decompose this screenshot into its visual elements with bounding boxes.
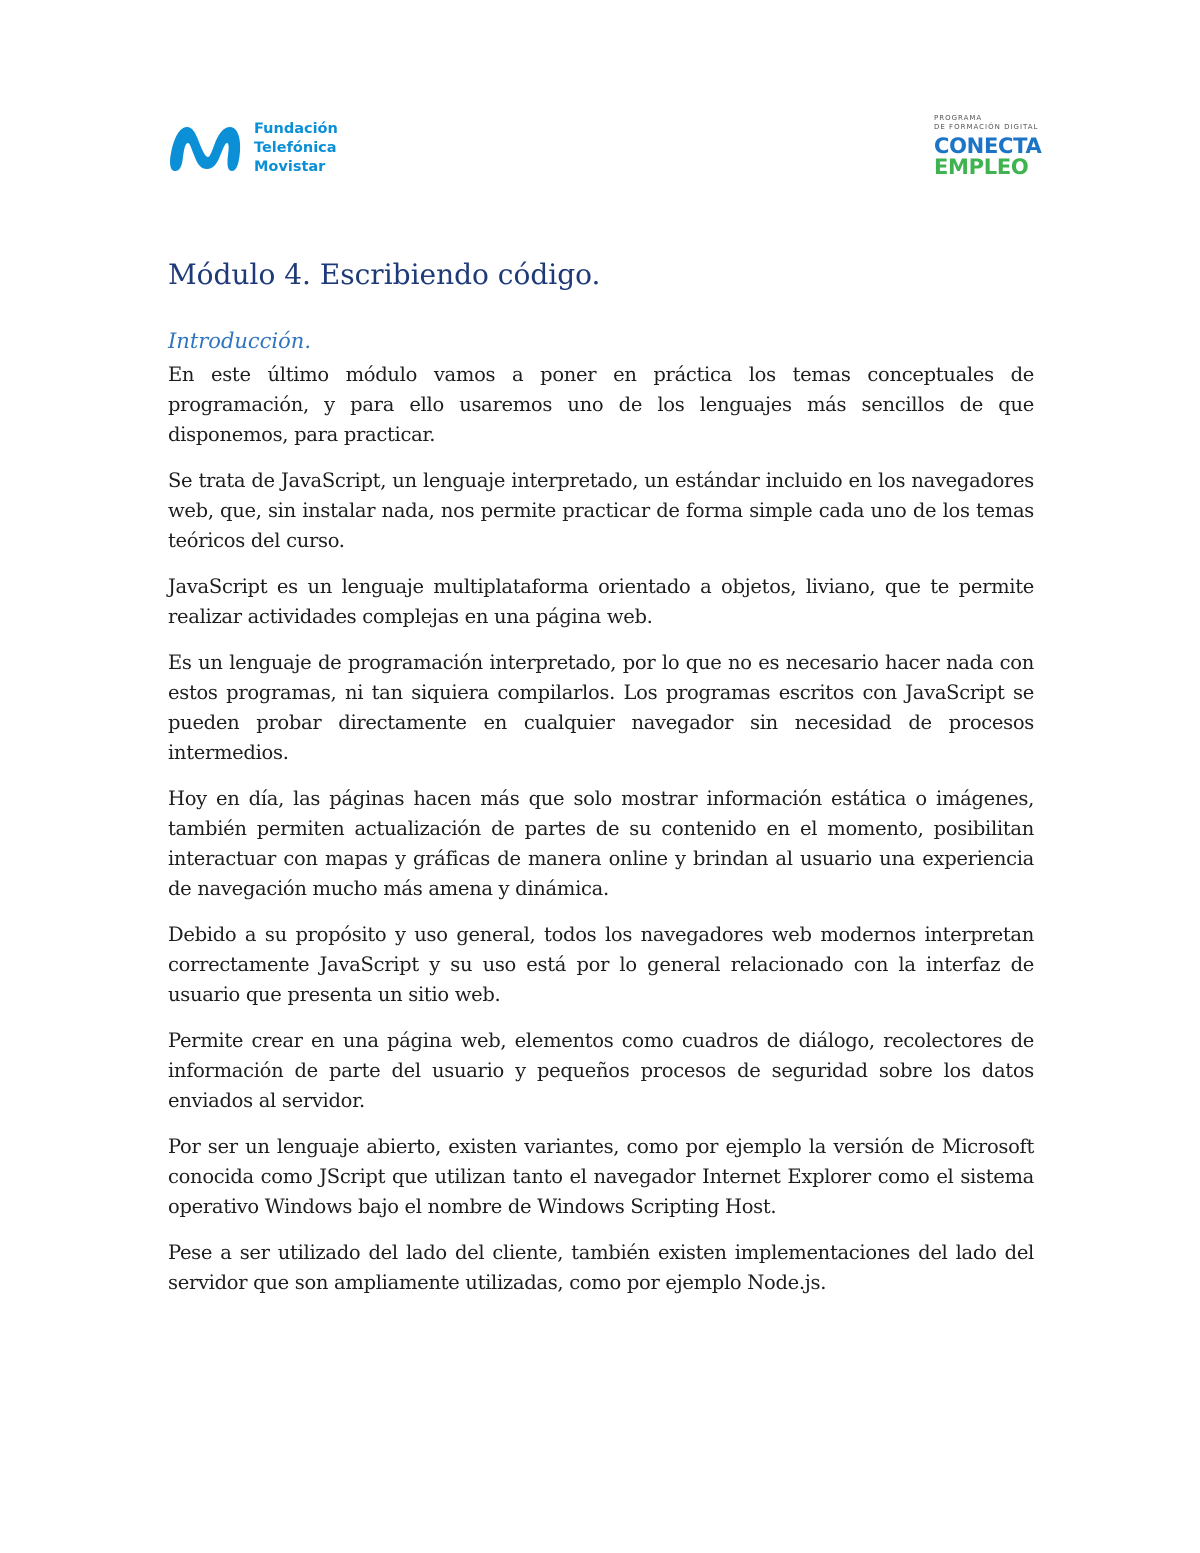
formacion-digital-label: DE FORMACIÓN DIGITAL — [934, 123, 1039, 131]
conecta-wordmark: CONECTA — [934, 134, 1042, 158]
paragraph-9: Pese a ser utilizado del lado del cliente, también existen implementaciones del lado del servidor que son ampliamente utilizadas, como por ejemplo Node.js. — [168, 1241, 1034, 1294]
paragraph-5: Hoy en día, las páginas hacen más que solo mostrar información estática o imágenes, también permiten actualización de partes de su contenido en el momento, posibilitan interactuar con mapas y gráficas de manera online y brindan al usuario una experiencia de navegación mucho más amena y dinámica. — [168, 787, 1034, 900]
movistar-m-logo-icon — [168, 121, 242, 177]
section-heading: Introducción. — [168, 329, 311, 353]
empleo-wordmark: EMPLEO — [934, 155, 1029, 179]
paragraph-4: Es un lenguaje de programación interpretado, por lo que no es necesario hacer nada con estos programas, ni tan siquiera compilarlos. Los programas escritos con JavaScript se pueden probar directamente en cualquier navegador sin necesidad de procesos intermedios. — [168, 651, 1034, 764]
paragraph-8: Por ser un lenguaje abierto, existen variantes, como por ejemplo la versión de Microsoft conocida como JScript que utilizan tanto el navegador Internet Explorer como el sistema operativo Windows bajo el nombre de Windows Scripting Host. — [168, 1135, 1034, 1218]
paragraph-2: Se trata de JavaScript, un lenguaje interpretado, un estándar incluido en los navegadores web, que, sin instalar nada, nos permite practicar de forma simple cada uno de los temas teóricos del curso. — [168, 469, 1034, 552]
paragraph-1: En este último módulo vamos a poner en práctica los temas conceptuales de programación, y para ello usaremos uno de los lenguajes más sencillos de que disponemos, para practicar. — [168, 363, 1034, 446]
logo-line-3: Movistar — [254, 159, 326, 175]
paragraph-6: Debido a su propósito y uso general, todos los navegadores web modernos interpretan correctamente JavaScript y su uso está por lo general relacionado con la interfaz de usuario que presenta un sitio web. — [168, 923, 1034, 1006]
page-title: Módulo 4. Escribiendo código. — [168, 258, 601, 291]
logo-line-1: Fundación — [254, 121, 338, 137]
fundacion-telefonica-logo — [168, 120, 338, 177]
paragraph-3: JavaScript es un lenguaje multiplataforma orientado a objetos, liviano, que te permite realizar actividades complejas en una página web. — [168, 575, 1034, 628]
conecta-empleo-logo — [934, 114, 1041, 177]
logo-line-2: Telefónica — [254, 140, 337, 156]
paragraph-7: Permite crear en una página web, elementos como cuadros de diálogo, recolectores de información de parte del usuario y pequeños procesos de seguridad sobre los datos enviados al servidor. — [168, 1029, 1034, 1112]
document-body — [168, 254, 1034, 1314]
fundacion-logo-text — [254, 120, 338, 177]
programa-label: PROGRAMA — [934, 114, 983, 122]
